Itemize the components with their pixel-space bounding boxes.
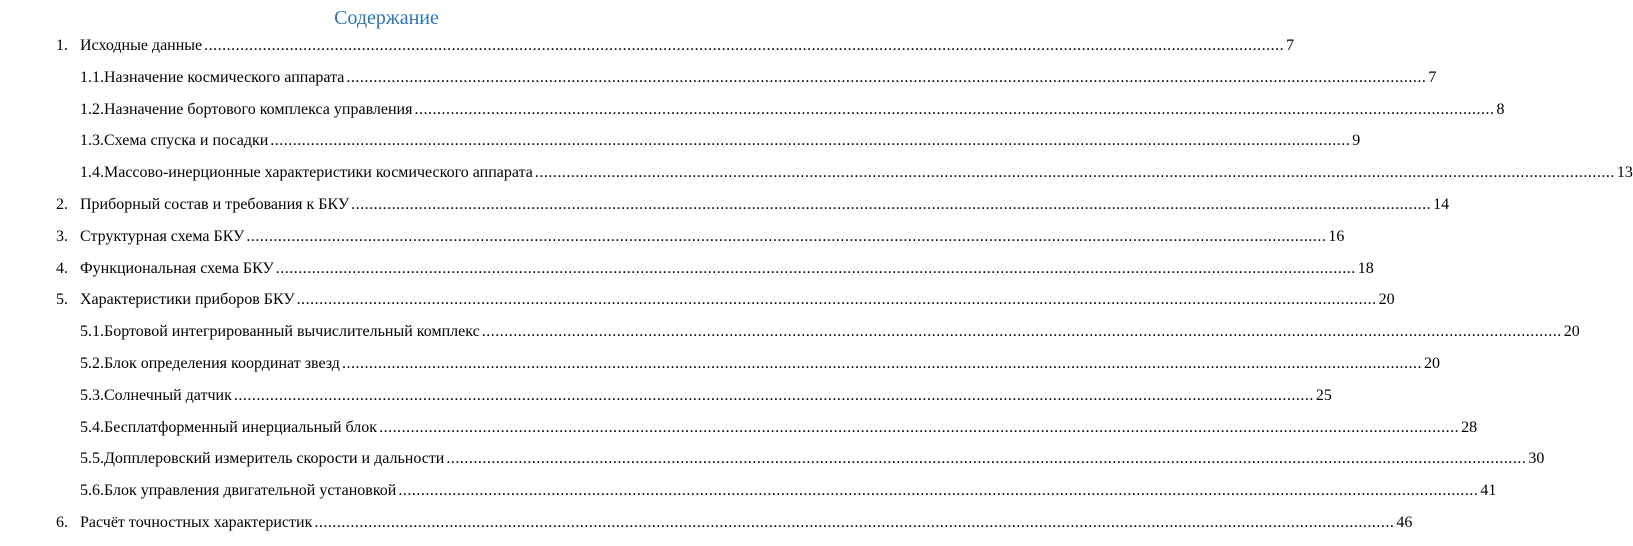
toc-entry-text: 5.3.Солнечный датчик — [80, 386, 232, 404]
toc-entry-text: Приборный состав и требования к БКУ — [80, 195, 350, 213]
toc-dot-leader: ................................................................................................................................................................................................................................................ — [351, 195, 1432, 213]
toc-page-number: 7 — [1428, 68, 1437, 86]
toc-entry[interactable] — [80, 443, 1545, 475]
toc-row[interactable] — [0, 30, 1295, 62]
toc-entry[interactable] — [80, 125, 1361, 157]
toc-entry-text: 5.1.Бортовой интегрированный вычислительный комплекс — [80, 323, 480, 341]
toc-page-number: 13 — [1616, 164, 1633, 182]
toc-entry-text: 5.4.Бесплатформенный инерциальный блок — [80, 418, 378, 436]
toc-row[interactable] — [0, 507, 1413, 539]
toc-entry-text: Характеристики приборов БКУ — [80, 291, 295, 309]
toc-entry[interactable] — [80, 412, 1478, 444]
toc-page-number: 18 — [1357, 259, 1374, 277]
toc-entry-number: 2. — [56, 195, 68, 213]
toc-entry[interactable] — [80, 189, 1450, 221]
toc-dot-leader: ................................................................................................................................................................................................................................................ — [379, 418, 1460, 436]
toc-entry[interactable] — [80, 348, 1440, 380]
toc-entry-number: 6. — [56, 513, 68, 531]
toc-row[interactable] — [0, 380, 1332, 412]
toc-row[interactable] — [0, 284, 1395, 316]
toc-row[interactable] — [0, 253, 1374, 285]
toc-dot-leader: ................................................................................................................................................................................................................................................ — [204, 37, 1285, 54]
toc-dot-leader: ................................................................................................................................................................................................................................................ — [270, 132, 1351, 150]
toc-page-number: 25 — [1315, 386, 1332, 404]
toc-title: Содержание — [334, 7, 439, 29]
toc-dot-leader: ................................................................................................................................................................................................................................................ — [314, 513, 1395, 531]
toc-page-number: 14 — [1433, 195, 1450, 213]
toc-page-number: 30 — [1528, 450, 1545, 468]
toc-entry-text: Функциональная схема БКУ — [80, 259, 274, 277]
toc-page-number: 46 — [1396, 513, 1413, 531]
toc-entry[interactable] — [80, 507, 1413, 539]
toc-row[interactable] — [0, 475, 1497, 507]
toc-page-number: 9 — [1352, 132, 1361, 150]
toc-entry[interactable] — [80, 157, 1633, 189]
toc-entry-number: 4. — [56, 259, 68, 277]
toc-dot-leader: ................................................................................................................................................................................................................................................ — [275, 259, 1356, 277]
toc-entry-text: 5.6.Блок управления двигательной установкой — [80, 482, 397, 500]
toc-entry[interactable] — [80, 30, 1295, 62]
toc-row[interactable] — [0, 348, 1440, 380]
toc-entry-number: 1. — [56, 37, 68, 54]
toc-entry-text: 5.5.Допплеровский измеритель скорости и дальности — [80, 450, 445, 468]
toc-dot-leader: ................................................................................................................................................................................................................................................ — [296, 291, 1377, 309]
toc-entry-text: Расчёт точностных характеристик — [80, 513, 313, 531]
toc-entry[interactable] — [80, 221, 1345, 253]
toc-entry[interactable] — [80, 380, 1332, 412]
toc-page-number: 20 — [1563, 323, 1580, 341]
toc-page-number: 7 — [1286, 37, 1295, 54]
toc-page-number: 28 — [1461, 418, 1478, 436]
toc-dot-leader: ................................................................................................................................................................................................................................................ — [233, 386, 1314, 404]
toc-dot-leader: ................................................................................................................................................................................................................................................ — [341, 354, 1422, 372]
toc-entry[interactable] — [80, 475, 1497, 507]
toc-entry[interactable] — [80, 253, 1374, 285]
toc-entry[interactable] — [80, 284, 1395, 316]
toc-entry[interactable] — [80, 62, 1437, 94]
toc-dot-leader: ................................................................................................................................................................................................................................................ — [446, 450, 1527, 468]
toc-page-number: 20 — [1423, 354, 1440, 372]
toc-row[interactable] — [0, 157, 1633, 189]
toc-row[interactable] — [0, 316, 1580, 348]
toc-row[interactable] — [0, 412, 1478, 444]
toc-row[interactable] — [0, 125, 1361, 157]
toc-entry[interactable] — [80, 316, 1580, 348]
toc-dot-leader: ................................................................................................................................................................................................................................................ — [246, 227, 1327, 245]
toc-row[interactable] — [0, 443, 1545, 475]
toc-entry-text: Структурная схема БКУ — [80, 227, 245, 245]
toc-row[interactable] — [0, 221, 1345, 253]
toc-row[interactable] — [0, 189, 1450, 221]
toc-entry-text: 1.3.Схема спуска и посадки — [80, 132, 269, 150]
toc-dot-leader: ................................................................................................................................................................................................................................................ — [346, 68, 1427, 86]
toc-page-number: 41 — [1480, 482, 1497, 500]
toc-entry-text: 1.4.Массово-инерционные характеристики космического аппарата — [80, 164, 533, 182]
toc-page-number: 20 — [1378, 291, 1395, 309]
toc-entry-text: 5.2.Блок определения координат звезд — [80, 354, 340, 372]
toc-page-number: 8 — [1496, 100, 1505, 118]
toc-entry[interactable] — [80, 94, 1505, 126]
toc-dot-leader: ................................................................................................................................................................................................................................................ — [534, 164, 1615, 182]
toc-entry-text: 1.1.Назначение космического аппарата — [80, 68, 345, 86]
toc-entry-text: 1.2.Назначение бортового комплекса управления — [80, 100, 413, 118]
toc-entry-number: 3. — [56, 227, 68, 245]
toc-dot-leader: ................................................................................................................................................................................................................................................ — [414, 100, 1495, 118]
toc-row[interactable] — [0, 94, 1505, 126]
toc-page-number: 16 — [1328, 227, 1345, 245]
toc-entry-text: Исходные данные — [80, 37, 203, 54]
toc-dot-leader: ................................................................................................................................................................................................................................................ — [481, 323, 1562, 341]
toc-entry-number: 5. — [56, 291, 68, 309]
toc-list — [0, 30, 1633, 539]
toc-dot-leader: ................................................................................................................................................................................................................................................ — [398, 482, 1479, 500]
toc-row[interactable] — [0, 62, 1437, 94]
